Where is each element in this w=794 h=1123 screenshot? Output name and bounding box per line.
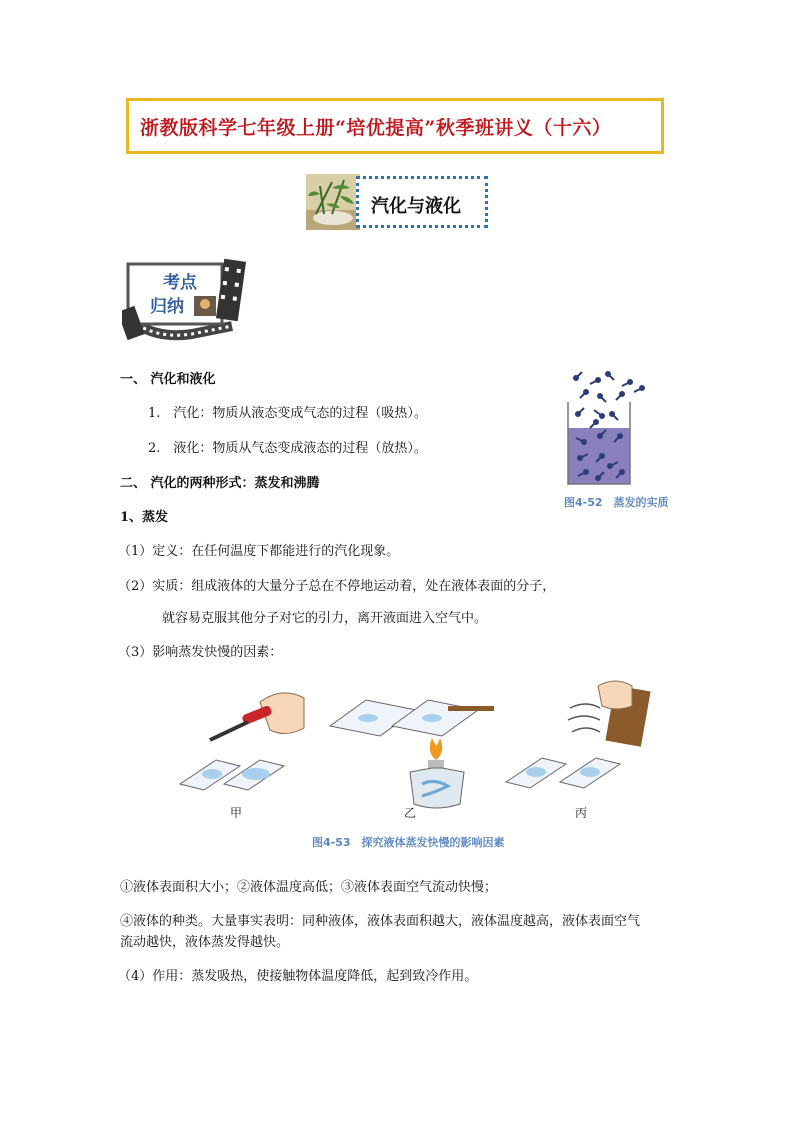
figure-label-c: 丙 (575, 806, 588, 820)
topic-title: 汽化与液化 (371, 196, 461, 217)
badge-line1: 考点 (163, 273, 197, 293)
factors-line-3: 流动越快，液体蒸发得越快。 (120, 935, 290, 950)
figure-label-a: 甲 (230, 806, 243, 820)
section-1-heading: 一、 汽化和液化 (120, 372, 216, 387)
definition-paragraph: （1）定义：在任何温度下都能进行的汽化现象。 (118, 544, 400, 559)
section-1-item-1: 1. 汽化：物质从液态变成气态的过程（吸热）。 (148, 406, 427, 421)
essence-paragraph-line1: （2）实质：组成液体的大量分子总在不停地运动着，处在液体表面的分子， (118, 579, 556, 594)
function-paragraph: （4）作用：蒸发吸热，使接触物体温度降低，起到致冷作用。 (118, 969, 478, 984)
essence-paragraph-line2: 就容易克服其他分子对它的引力，离开液面进入空气中。 (162, 611, 488, 626)
factors-line-2: ④液体的种类。大量事实表明：同种液体，液体表面积越大，液体温度越高，液体表面空气 (120, 914, 641, 929)
factors-line-1: ①液体表面积大小；②液体温度高低；③液体表面空气流动快慢； (120, 880, 498, 895)
page-title: 浙教版科学七年级上册“培优提高”秋季班讲义（十六） (140, 117, 612, 139)
bamboo-image (306, 174, 360, 230)
evaporation-experiment-figure (170, 676, 680, 836)
badge-line2: 归纳 (150, 297, 184, 317)
experiment-caption: 图4-53 探究液体蒸发快慢的影响因素 (312, 836, 505, 849)
section-2-heading: 二、 汽化的两种形式：蒸发和沸腾 (120, 476, 320, 491)
evaporation-heading: 1、蒸发 (120, 510, 169, 525)
figure-label-b: 乙 (404, 806, 417, 820)
factors-heading: （3）影响蒸发快慢的因素： (118, 645, 283, 660)
beaker-molecules-figure (556, 366, 656, 508)
section-1-item-2: 2. 液化：物质从气态变成液态的过程（放热）。 (148, 441, 427, 456)
beaker-caption: 图4-52 蒸发的实质 (564, 496, 669, 509)
